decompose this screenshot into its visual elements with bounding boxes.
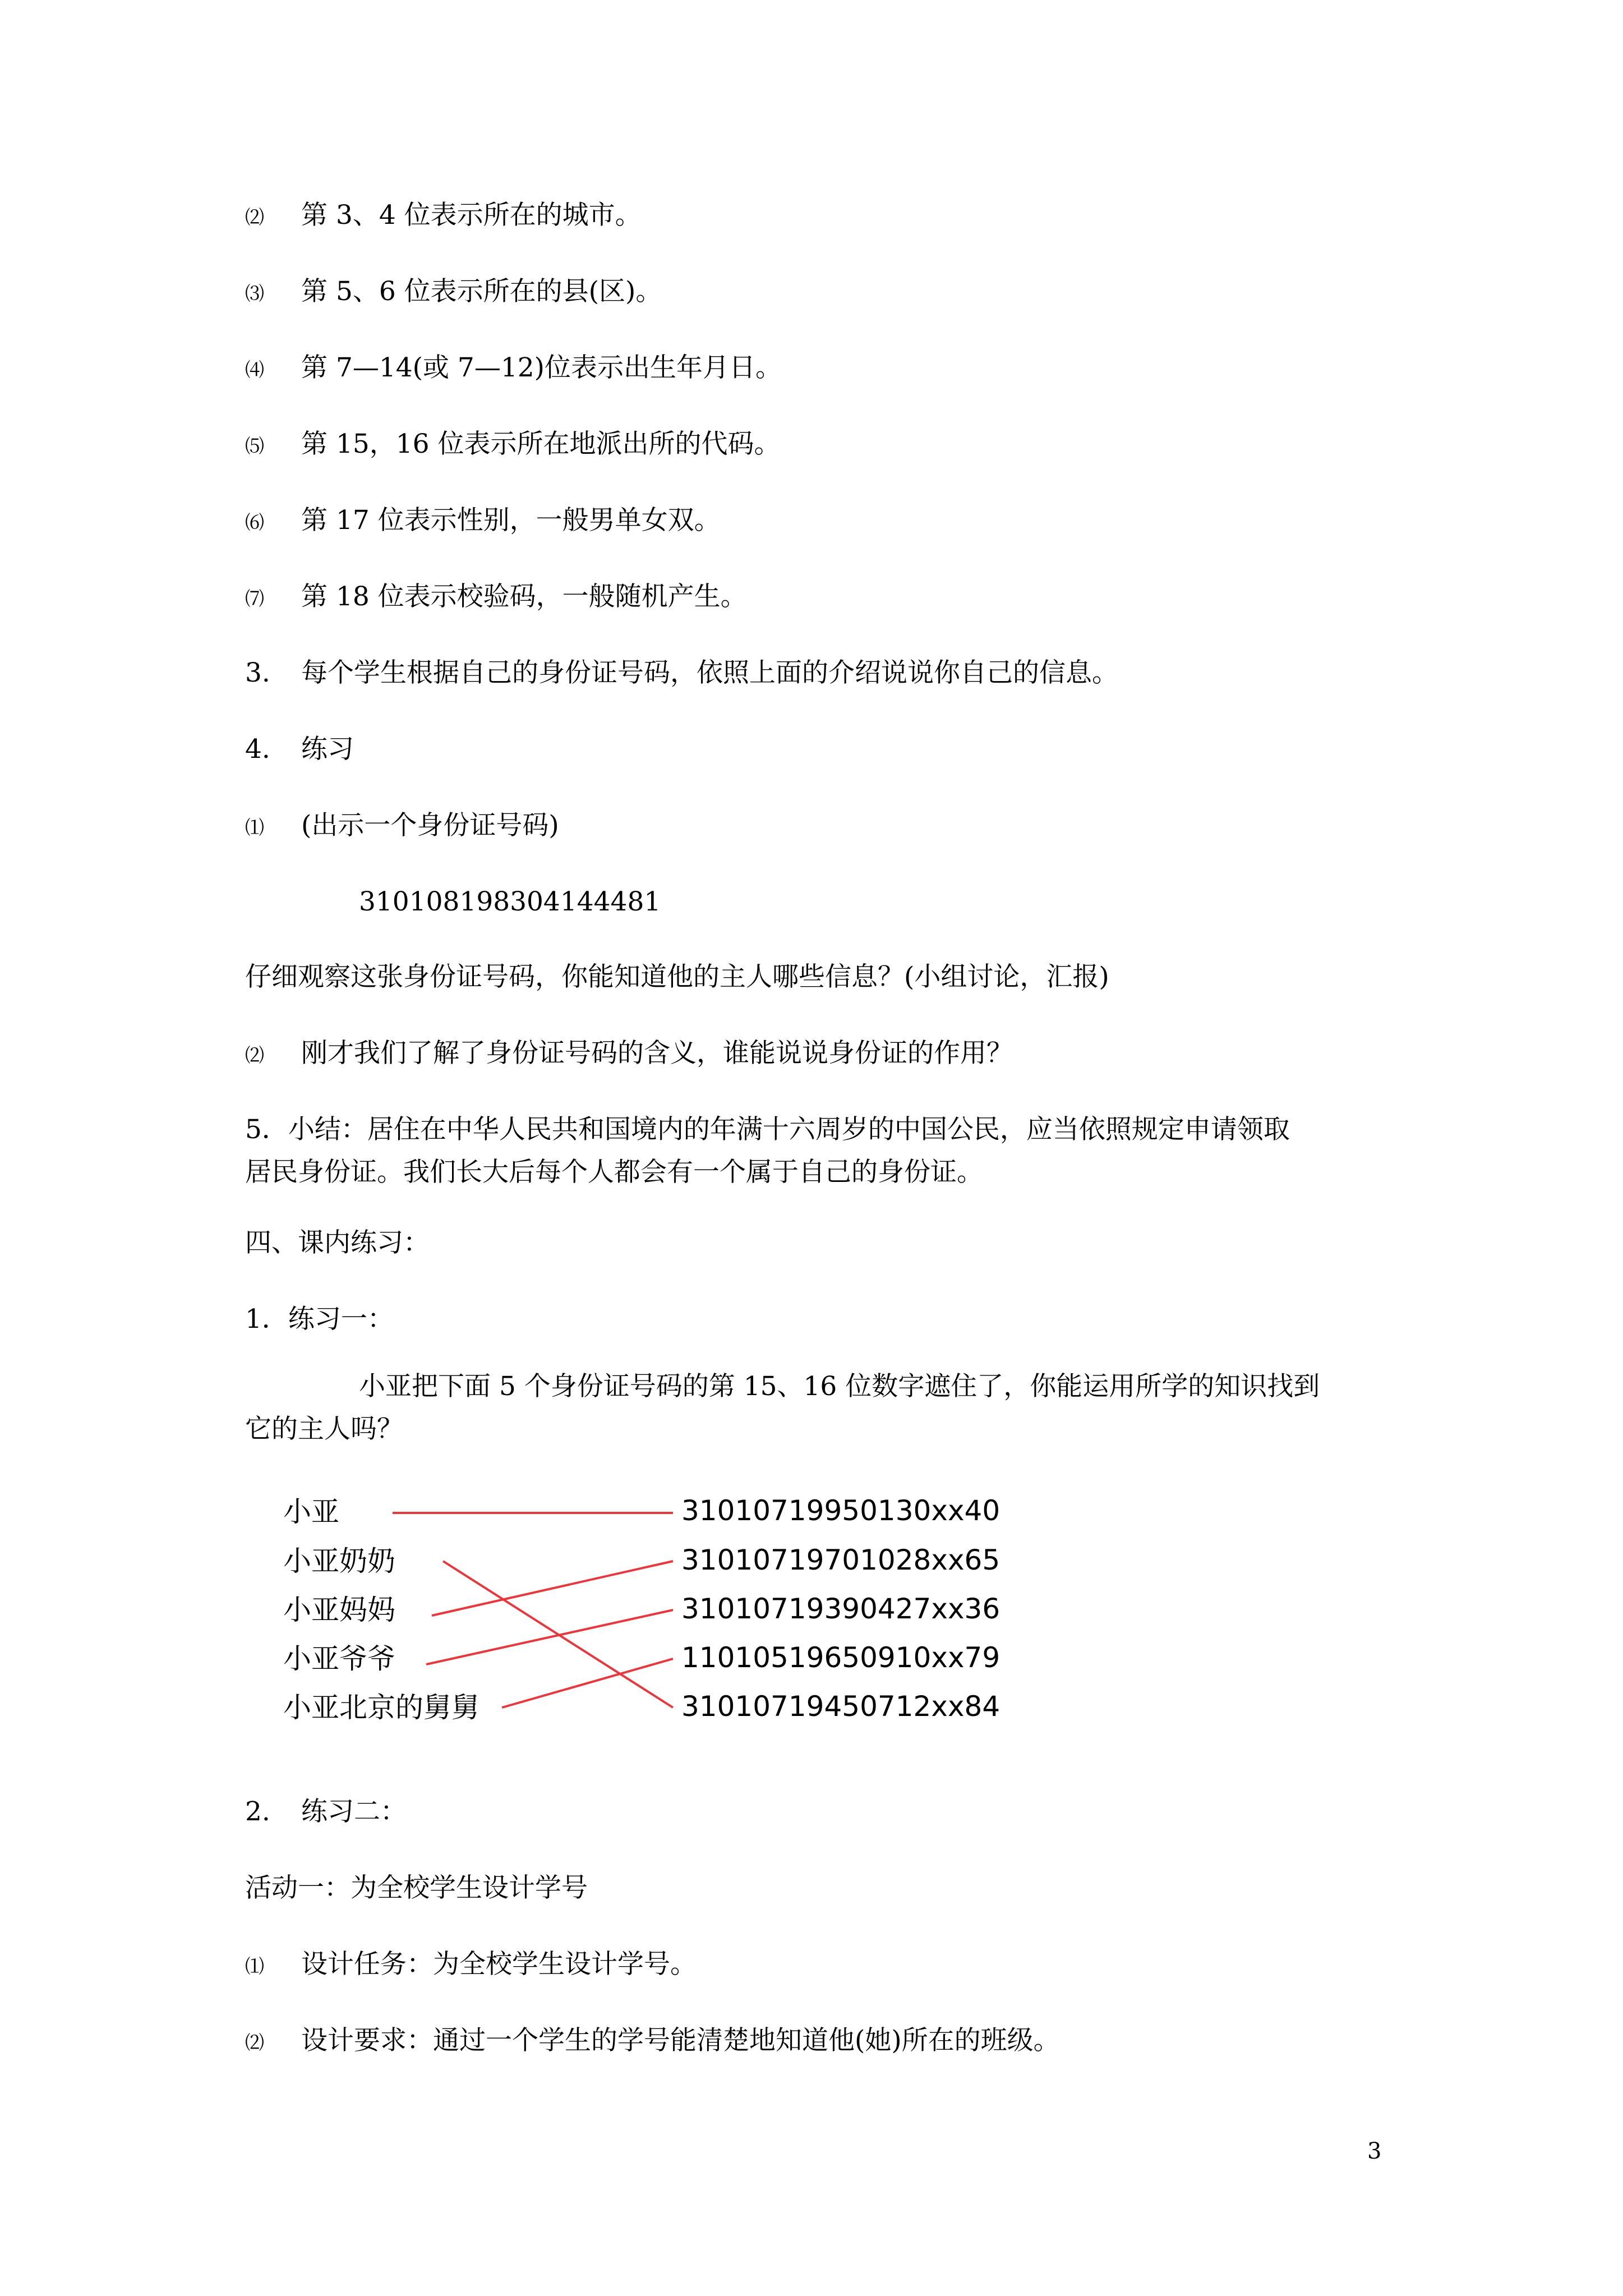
list-item	[245, 504, 721, 540]
person-label: 小亚北京的舅舅	[283, 1691, 479, 1724]
list-marker: ⑸	[245, 435, 264, 458]
list-marker: ⑵	[245, 2032, 264, 2054]
list-marker: ⑹	[245, 512, 264, 534]
person-label: 小亚奶奶	[283, 1545, 395, 1577]
exercise-2	[245, 1795, 407, 1829]
match-line	[426, 1610, 673, 1664]
match-line	[443, 1561, 673, 1708]
sample-id-number: 310108198304144481	[359, 886, 661, 917]
list-item	[245, 199, 642, 234]
task-text: 设计任务：为全校学生设计学号。	[301, 1949, 697, 1980]
list-item	[245, 427, 781, 463]
activity-1-title: 活动一：为全校学生设计学号	[245, 1872, 588, 1903]
person-label: 小亚爷爷	[283, 1642, 395, 1675]
match-line	[502, 1659, 673, 1708]
step-3	[245, 656, 1118, 690]
page-number: 3	[1367, 2138, 1382, 2164]
list-marker: ⑵	[245, 206, 264, 229]
list-item-text: 第 18 位表示校验码，一般随机产生。	[301, 581, 747, 612]
list-marker: ⑺	[245, 588, 264, 610]
list-item	[245, 275, 662, 311]
summary-line-2: 居民身份证。我们长大后每个人都会有一个属于自己的身份证。	[245, 1157, 983, 1188]
list-item	[245, 351, 782, 387]
list-item-text: 第 17 位表示性别，一般男单女双。	[301, 505, 721, 536]
person-label: 小亚妈妈	[283, 1594, 395, 1626]
task-2	[245, 2024, 1060, 2060]
list-item-text: 第 15，16 位表示所在地派出所的代码。	[301, 429, 781, 459]
step-text: 练习	[301, 734, 354, 765]
id-label: 31010719701028xx65	[681, 1544, 1000, 1576]
list-item	[245, 580, 747, 616]
list-item-text: 第 7—14(或 7—12)位表示出生年月日。	[301, 352, 782, 383]
task-text: 设计要求：通过一个学生的学号能清楚地知道他(她)所在的班级。	[301, 2025, 1060, 2056]
practice-text: (出示一个身份证号码)	[301, 810, 559, 841]
section-title: 四、课内练习：	[245, 1227, 430, 1258]
match-lines	[393, 1513, 673, 1708]
list-marker: ⑵	[245, 1045, 264, 1067]
exercise-1-text-line-2: 它的主人吗？	[245, 1414, 403, 1444]
id-label: 31010719390427xx36	[681, 1593, 1000, 1625]
list-marker: ⑴	[245, 817, 264, 839]
people-labels	[283, 1496, 479, 1724]
step-number: 4.	[245, 734, 270, 765]
observe-question: 仔细观察这张身份证号码，你能知道他的主人哪些信息？(小组讨论，汇报)	[245, 961, 1109, 992]
step-number: 3.	[245, 657, 270, 688]
list-item-text: 第 3、4 位表示所在的城市。	[301, 200, 642, 231]
task-1	[245, 1948, 697, 1984]
list-marker: ⑴	[245, 1955, 264, 1978]
step-4	[245, 733, 354, 766]
id-labels	[681, 1494, 1000, 1723]
list-marker: ⑶	[245, 283, 264, 305]
step-text: 每个学生根据自己的身份证号码，依照上面的介绍说说你自己的信息。	[301, 657, 1118, 688]
id-label: 31010719450712xx84	[681, 1690, 1000, 1723]
id-label: 11010519650910xx79	[681, 1641, 1000, 1674]
list-item-text: 第 5、6 位表示所在的县(区)。	[301, 276, 662, 307]
exercise-1-title: 1．练习一：	[245, 1304, 394, 1335]
match-line	[432, 1561, 673, 1616]
practice-2	[245, 1037, 1013, 1073]
practice-1	[245, 809, 559, 845]
step-text: 练习二：	[301, 1796, 407, 1827]
person-label: 小亚	[283, 1496, 339, 1528]
id-label: 31010719950130xx40	[681, 1494, 1000, 1527]
list-marker: ⑷	[245, 359, 264, 381]
exercise-1-text-line-1: 小亚把下面 5 个身份证号码的第 15、16 位数字遮住了，你能运用所学的知识找到	[359, 1371, 1320, 1402]
step-number: 2.	[245, 1796, 270, 1827]
practice-text: 刚才我们了解了身份证号码的含义，谁能说说身份证的作用？	[301, 1038, 1013, 1069]
summary-line-1: 5．小结：居住在中华人民共和国境内的年满十六周岁的中国公民，应当依照规定申请领取	[245, 1114, 1290, 1145]
